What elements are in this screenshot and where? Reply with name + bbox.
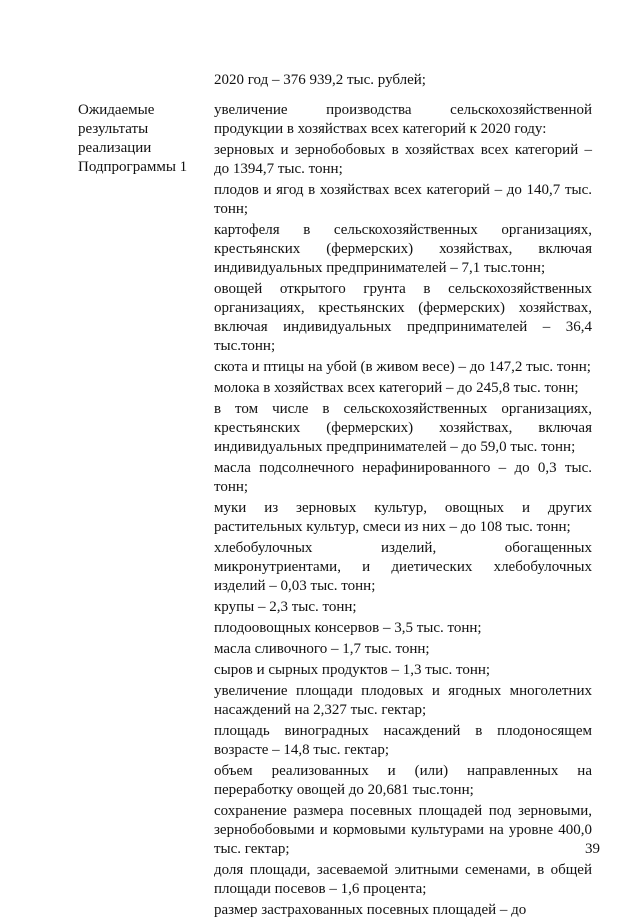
result-item: доля площади, засеваемой элитными семенами, в общей площади посевов – 1,6 процента; bbox=[214, 862, 592, 897]
section-label bbox=[78, 101, 208, 177]
result-item: размер застрахованных посевных площадей – до bbox=[214, 902, 527, 918]
result-item: в том числе в сельскохозяйственных организациях, крестьянских (фермерских) хозяйствах, включая индивидуальных предпринимателей – до 59,0 тыс. тонн; bbox=[214, 401, 592, 455]
result-item: муки из зерновых культур, овощных и других растительных культур, смеси из них – до 108 тыс. тонн; bbox=[214, 500, 592, 535]
result-item: плодоовощных консервов – 3,5 тыс. тонн; bbox=[214, 620, 482, 636]
result-item: объем реализованных и (или) направленных на переработку овощей до 20,681 тыс.тонн; bbox=[214, 763, 592, 798]
section-label-line: результаты bbox=[78, 121, 149, 137]
expected-results-list bbox=[214, 101, 592, 922]
result-item: молока в хозяйствах всех категорий – до 245,8 тыс. тонн; bbox=[214, 380, 579, 396]
result-item: плодов и ягод в хозяйствах всех категорий – до 140,7 тыс. тонн; bbox=[214, 182, 592, 217]
result-item: крупы – 2,3 тыс. тонн; bbox=[214, 599, 357, 615]
result-item: сохранение размера посевных площадей под зерновыми, зернобобовыми и кормовыми культурами на уровне 400,0 тыс. гектар; bbox=[214, 803, 592, 857]
result-item: зерновых и зернобобовых в хозяйствах всех категорий – до 1394,7 тыс. тонн; bbox=[214, 142, 592, 177]
result-item: масла подсолнечного нерафинированного – до 0,3 тыс. тонн; bbox=[214, 460, 592, 495]
section-label-line: Ожидаемые bbox=[78, 102, 155, 118]
section-label-line: реализации bbox=[78, 140, 152, 156]
result-item: увеличение площади плодовых и ягодных многолетних насаждений на 2,327 тыс. гектар; bbox=[214, 683, 592, 718]
result-item: площадь виноградных насаждений в плодоносящем возрасте – 14,8 тыс. гектар; bbox=[214, 723, 592, 758]
result-item: овощей открытого грунта в сельскохозяйственных организациях, крестьянских (фермерских) хозяйствах, включая индивидуальных предпринимателей – 36,4 тыс.тонн; bbox=[214, 281, 592, 354]
result-item: масла сливочного – 1,7 тыс. тонн; bbox=[214, 641, 430, 657]
result-intro: увеличение производства сельскохозяйственной продукции в хозяйствах всех категорий к 2020 году: bbox=[214, 102, 592, 137]
result-item: сыров и сырных продуктов – 1,3 тыс. тонн; bbox=[214, 662, 491, 678]
result-item: хлебобулочных изделий, обогащенных микронутриентами, и диетических хлебобулочных изделий – 0,03 тыс. тонн; bbox=[214, 540, 592, 594]
funding-line-2020: 2020 год – 376 939,2 тыс. рублей; bbox=[214, 72, 426, 88]
result-item: картофеля в сельскохозяйственных организациях, крестьянских (фермерских) хозяйствах, включая индивидуальных предпринимателей – 7,1 тыс.тонн; bbox=[214, 222, 592, 276]
section-label-line: Подпрограммы 1 bbox=[78, 159, 188, 175]
result-item: скота и птицы на убой (в живом весе) – до 147,2 тыс. тонн; bbox=[214, 359, 591, 375]
page-number: 39 bbox=[585, 841, 600, 857]
